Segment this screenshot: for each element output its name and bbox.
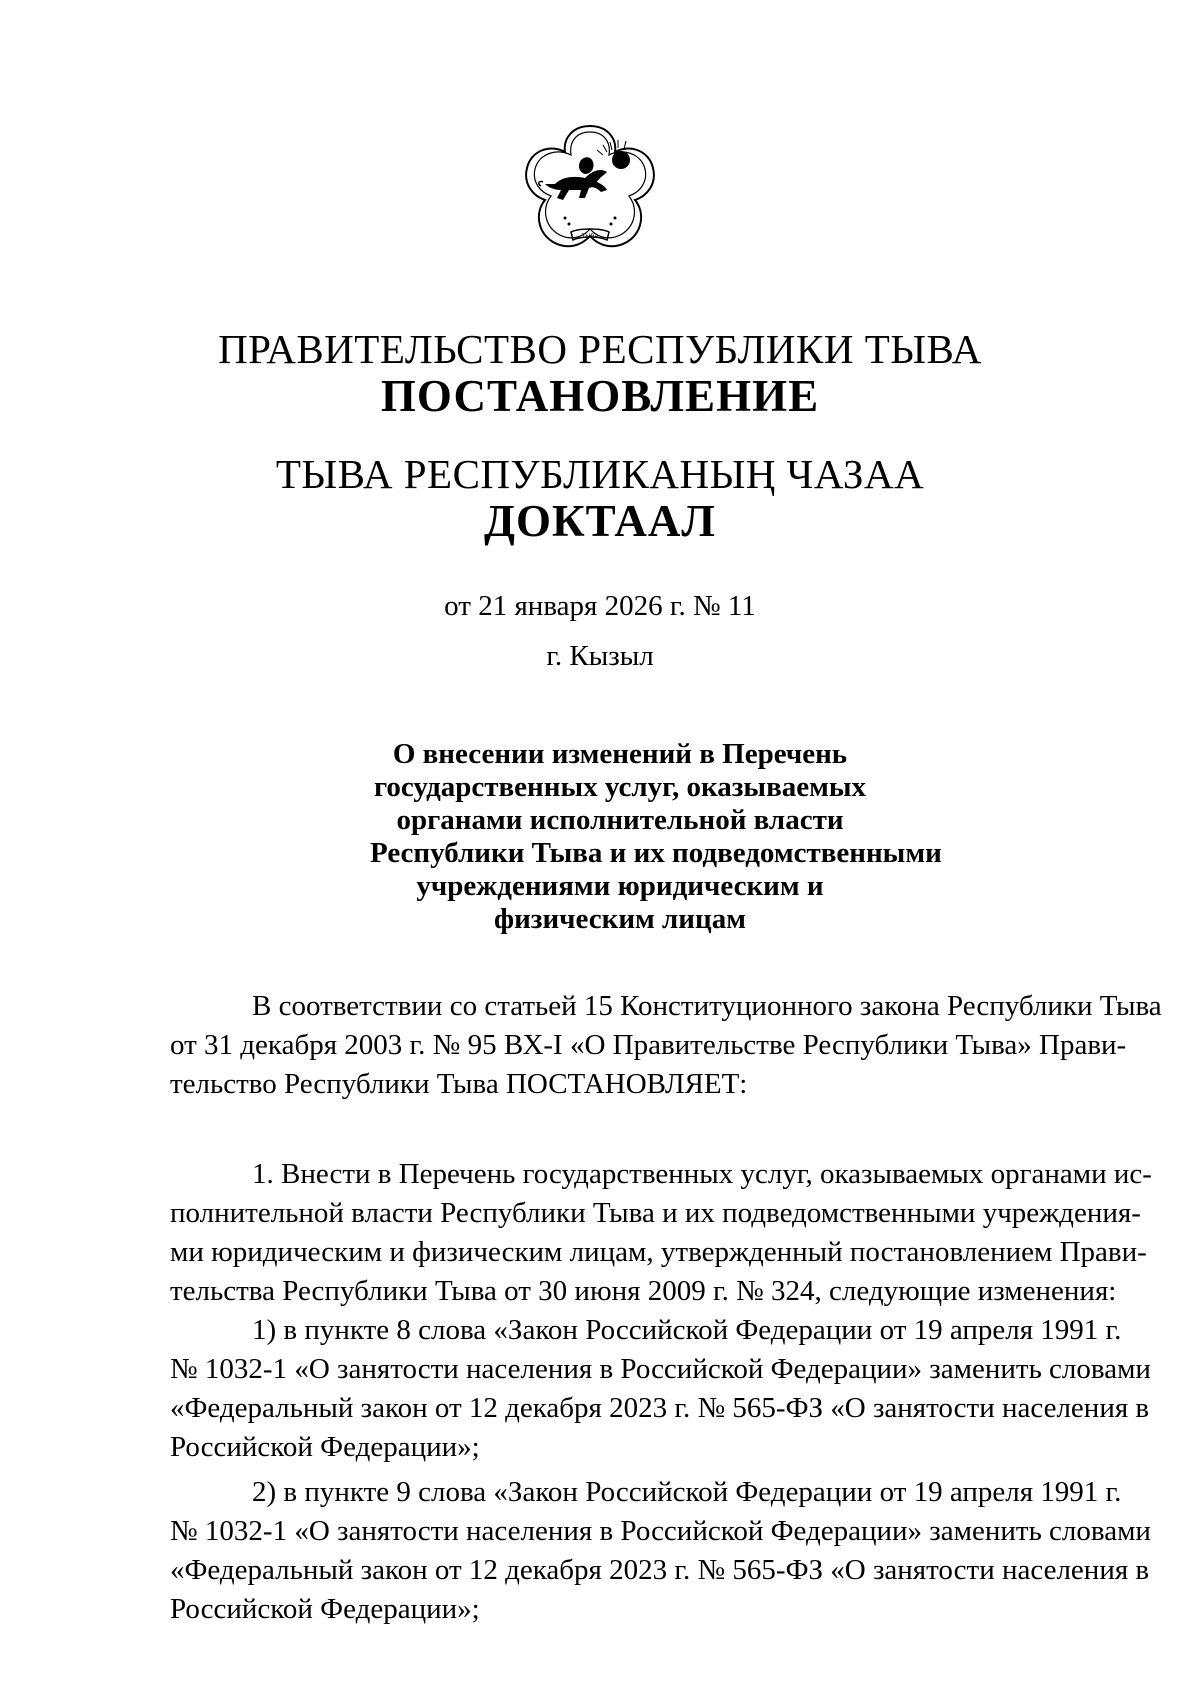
subject-line: государственных услуг, оказываемых — [373, 771, 866, 803]
subitem-2-paragraph — [170, 1473, 1151, 1629]
government-title: ПРАВИТЕЛЬСТВО РЕСПУБЛИКИ ТЫВА — [218, 326, 982, 372]
subitem-1-paragraph — [170, 1311, 1151, 1467]
text-line: № 1032-1 «О занятости населения в Российской Федерации» заменить словами — [170, 1353, 1151, 1385]
text-line: ми юридическим и физическим лицам, утвержденный постановлением Прави- — [170, 1236, 1147, 1268]
text-line: 1. Внести в Перечень государственных услуг, оказываемых органами ис- — [252, 1158, 1152, 1190]
subject-line: Республики Тыва и их подведомственными — [370, 837, 942, 869]
text-line: «Федеральный закон от 12 декабря 2023 г. № 565-ФЗ «О занятости населения в — [170, 1554, 1150, 1586]
text-line: В соответствии со статьей 15 Конституционного закона Республики Тыва — [252, 990, 1162, 1022]
subject-line: физическим лицам — [494, 903, 746, 935]
document-subject — [370, 738, 942, 936]
text-line: «Федеральный закон от 12 декабря 2023 г. № 565-ФЗ «О занятости населения в — [170, 1392, 1150, 1424]
svg-text:ТЫВА: ТЫВА — [581, 234, 599, 240]
preamble-paragraph — [170, 987, 1162, 1104]
text-line: Российской Федерации»; — [170, 1431, 480, 1463]
item-1-paragraph — [170, 1155, 1152, 1311]
document-type-heading-tuvan: ДОКТААЛ — [484, 496, 716, 546]
text-line: 2) в пункте 9 слова «Закон Российской Федерации от 19 апреля 1991 г. — [252, 1476, 1122, 1508]
subject-line: органами исполнительной власти — [396, 804, 844, 836]
government-title-tuvan: ТЫВА РЕСПУБЛИКАНЫҢ ЧАЗАА — [275, 451, 925, 497]
text-line: от 31 декабря 2003 г. № 95 ВХ-I «О Правительстве Республики Тыва» Прави- — [170, 1029, 1127, 1061]
text-line: Российской Федерации»; — [170, 1593, 480, 1625]
tuva-emblem-icon — [515, 120, 665, 270]
text-line: тельства Республики Тыва от 30 июня 2009 г. № 324, следующие изменения: — [170, 1275, 1117, 1307]
text-line: № 1032-1 «О занятости населения в Российской Федерации» заменить словами — [170, 1515, 1151, 1547]
text-line: полнительной власти Республики Тыва и их подведомственными учреждения- — [170, 1197, 1141, 1229]
document-date-number: от 21 января 2026 г. № 11 — [444, 590, 756, 622]
text-line: тельство Республики Тыва ПОСТАНОВЛЯЕТ: — [170, 1068, 748, 1100]
document-type-heading: ПОСТАНОВЛЕНИЕ — [380, 371, 820, 421]
subject-line: учреждениями юридическим и — [416, 870, 824, 902]
subject-line: О внесении изменений в Перечень — [392, 738, 848, 770]
document-city: г. Кызыл — [546, 640, 654, 672]
text-line: 1) в пункте 8 слова «Закон Российской Федерации от 19 апреля 1991 г. — [252, 1314, 1122, 1346]
